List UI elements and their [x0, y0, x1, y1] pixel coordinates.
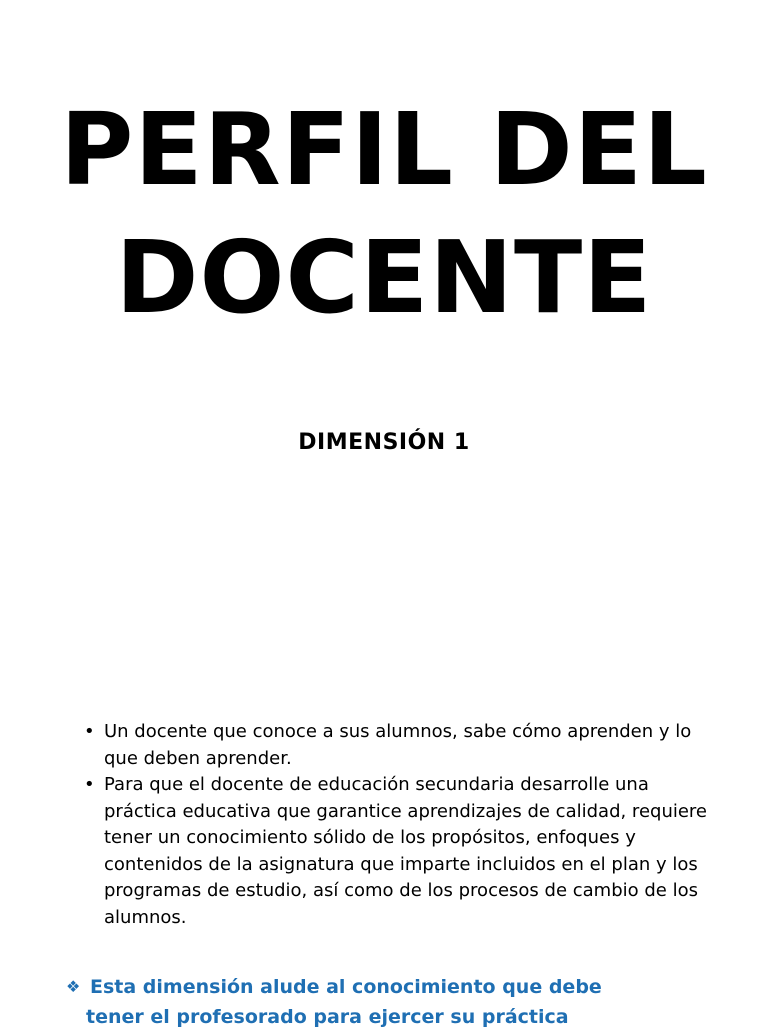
- title-line-2: DOCENTE: [115, 219, 653, 336]
- list-item: [80, 772, 710, 931]
- list-item-text: Para que el docente de educación secundaria desarrolle una práctica educativa que garantice aprendizajes de calidad, requiere tener un conocimiento sólido de los propósitos, enfoques y contenidos de la asignatura que imparte incluidos en el plan y los programas de estudio, así como de los procesos de cambio de los alumnos.: [104, 774, 707, 928]
- list-item: [80, 719, 710, 772]
- bullet-icon: •: [84, 774, 95, 795]
- callout-line-1: Esta dimensión alude al conocimiento que debe: [90, 976, 602, 998]
- diamond-bullet-icon: ❖: [66, 977, 81, 996]
- bullet-list: [80, 719, 710, 931]
- list-item-text: Un docente que conoce a sus alumnos, sabe cómo aprenden y lo que deben aprender.: [104, 721, 692, 769]
- page-title: [0, 86, 768, 342]
- bullet-icon: •: [84, 721, 95, 742]
- callout-line-2: tener el profesorado para ejercer su práctica: [86, 1006, 569, 1028]
- callout-text: [66, 972, 706, 1032]
- title-line-1: PERFIL DEL: [60, 91, 708, 208]
- section-subtitle: DIMENSIÓN 1: [298, 430, 470, 455]
